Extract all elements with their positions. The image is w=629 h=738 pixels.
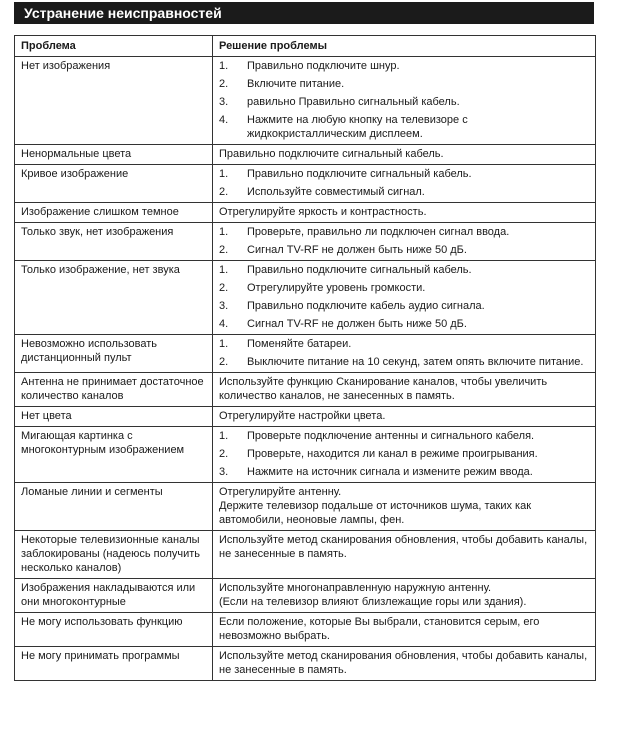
step-text: Правильно подключите сигнальный кабель. [247,168,472,180]
problem-cell: Антенна не принимает достаточное количество каналов [15,373,213,407]
solution-step [219,355,589,369]
problem-cell: Некоторые телевизионные каналы заблокированы (надеюсь получить несколько каналов) [15,531,213,579]
step-text: Проверьте, находится ли канал в режиме проигрывания. [247,448,538,460]
step-number: 1. [219,338,229,350]
problem-cell: Нет изображения [15,57,213,145]
solution-step [219,447,589,461]
table-row [15,261,596,335]
step-text: Нажмите на любую кнопку на телевизоре с жидкокристаллическим дисплеем. [247,114,468,140]
solution-cell [213,373,596,407]
solution-cell [213,427,596,483]
solution-line: (Если на телевизор влияют близлежащие горы или здания). [219,596,527,608]
solution-step [219,185,589,199]
problem-cell: Только изображение, нет звука [15,261,213,335]
problem-cell: Не могу использовать функцию [15,613,213,647]
solution-line: Держите телевизор подальше от источников шума, таких как автомобили, неоновые лампы, фен. [219,500,532,526]
step-number: 1. [219,168,229,180]
step-text: Поменяйте батареи. [247,338,352,350]
step-text: Правильно подключите шнур. [247,60,400,72]
solution-step [219,113,589,141]
step-number: 3. [219,466,229,478]
problem-cell: Ломаные линии и сегменты [15,483,213,531]
solution-step [219,281,589,295]
step-text: равильно Правильно сигнальный кабель. [247,96,460,108]
solution-cell [213,261,596,335]
step-number: 1. [219,264,229,276]
table-row [15,427,596,483]
header-problem: Проблема [15,36,213,57]
solution-step [219,263,589,277]
step-number: 3. [219,96,229,108]
problem-cell: Только звук, нет изображения [15,223,213,261]
solution-line: Используйте функцию Сканирование каналов, чтобы увеличить количество каналов, не занесенных в память. [219,376,548,402]
step-number: 2. [219,282,229,294]
solution-steps [219,429,589,479]
solution-step [219,77,589,91]
solution-steps [219,59,589,141]
solution-line: Отрегулируйте антенну. [219,486,342,498]
table-row [15,579,596,613]
solution-steps [219,225,589,257]
solution-steps [219,263,589,331]
problem-cell: Нет цвета [15,407,213,427]
solution-steps [219,337,589,369]
step-number: 2. [219,448,229,460]
solution-cell [213,531,596,579]
step-text: Включите питание. [247,78,345,90]
step-number: 2. [219,356,229,368]
solution-line: Используйте многонаправленную наружную антенну. [219,582,492,594]
step-number: 2. [219,186,229,198]
solution-cell [213,57,596,145]
problem-cell: Не могу принимать программы [15,647,213,681]
table-row [15,373,596,407]
table-row [15,223,596,261]
table-header-row [15,36,596,57]
solution-cell [213,223,596,261]
table-row [15,165,596,203]
solution-step [219,317,589,331]
step-number: 4. [219,318,229,330]
step-number: 1. [219,226,229,238]
step-text: Правильно подключите сигнальный кабель. [247,264,472,276]
solution-cell [213,647,596,681]
solution-cell [213,613,596,647]
section-title: Устранение неисправностей [14,2,594,24]
step-text: Правильно подключите кабель аудио сигнала. [247,300,485,312]
solution-step [219,429,589,443]
solution-step [219,465,589,479]
step-number: 4. [219,114,229,126]
solution-step [219,299,589,313]
solution-line: Правильно подключите сигнальный кабель. [219,148,444,160]
solution-step [219,59,589,73]
solution-cell [213,579,596,613]
table-row [15,57,596,145]
solution-step [219,95,589,109]
step-text: Сигнал TV-RF не должен быть ниже 50 дБ. [247,244,467,256]
step-text: Используйте совместимый сигнал. [247,186,425,198]
solution-cell [213,483,596,531]
problem-cell: Изображения накладываются или они многоконтурные [15,579,213,613]
solution-line: Используйте метод сканирования обновления, чтобы добавить каналы, не занесенные в память. [219,650,588,676]
table-row [15,483,596,531]
solution-cell [213,165,596,203]
solution-line: Отрегулируйте настройки цвета. [219,410,386,422]
solution-step [219,337,589,351]
table-row [15,613,596,647]
step-number: 3. [219,300,229,312]
solution-cell [213,203,596,223]
table-row [15,203,596,223]
table-row [15,407,596,427]
solution-steps [219,167,589,199]
step-text: Нажмите на источник сигнала и измените режим ввода. [247,466,533,478]
solution-step [219,225,589,239]
step-number: 2. [219,244,229,256]
problem-cell: Ненормальные цвета [15,145,213,165]
table-row [15,531,596,579]
step-number: 1. [219,60,229,72]
solution-cell [213,335,596,373]
problem-cell: Невозможно использовать дистанционный пульт [15,335,213,373]
solution-step [219,167,589,181]
solution-cell [213,407,596,427]
solution-line: Отрегулируйте яркость и контрастность. [219,206,427,218]
solution-step [219,243,589,257]
table-row [15,647,596,681]
step-number: 2. [219,78,229,90]
solution-line: Используйте метод сканирования обновления, чтобы добавить каналы, не занесенные в память. [219,534,588,560]
problem-cell: Изображение слишком темное [15,203,213,223]
solution-cell [213,145,596,165]
step-text: Отрегулируйте уровень громкости. [247,282,426,294]
table-row [15,335,596,373]
problem-cell: Мигающая картинка с многоконтурным изображением [15,427,213,483]
step-text: Сигнал TV-RF не должен быть ниже 50 дБ. [247,318,467,330]
step-text: Проверьте, правильно ли подключен сигнал ввода. [247,226,510,238]
table-row [15,145,596,165]
solution-line: Если положение, которые Вы выбрали, становится серым, его невозможно выбрать. [219,616,540,642]
header-solution: Решение проблемы [213,36,596,57]
problem-cell: Кривое изображение [15,165,213,203]
step-number: 1. [219,430,229,442]
step-text: Выключите питание на 10 секунд, затем опять включите питание. [247,356,584,368]
troubleshooting-table [14,35,596,681]
step-text: Проверьте подключение антенны и сигнального кабеля. [247,430,535,442]
